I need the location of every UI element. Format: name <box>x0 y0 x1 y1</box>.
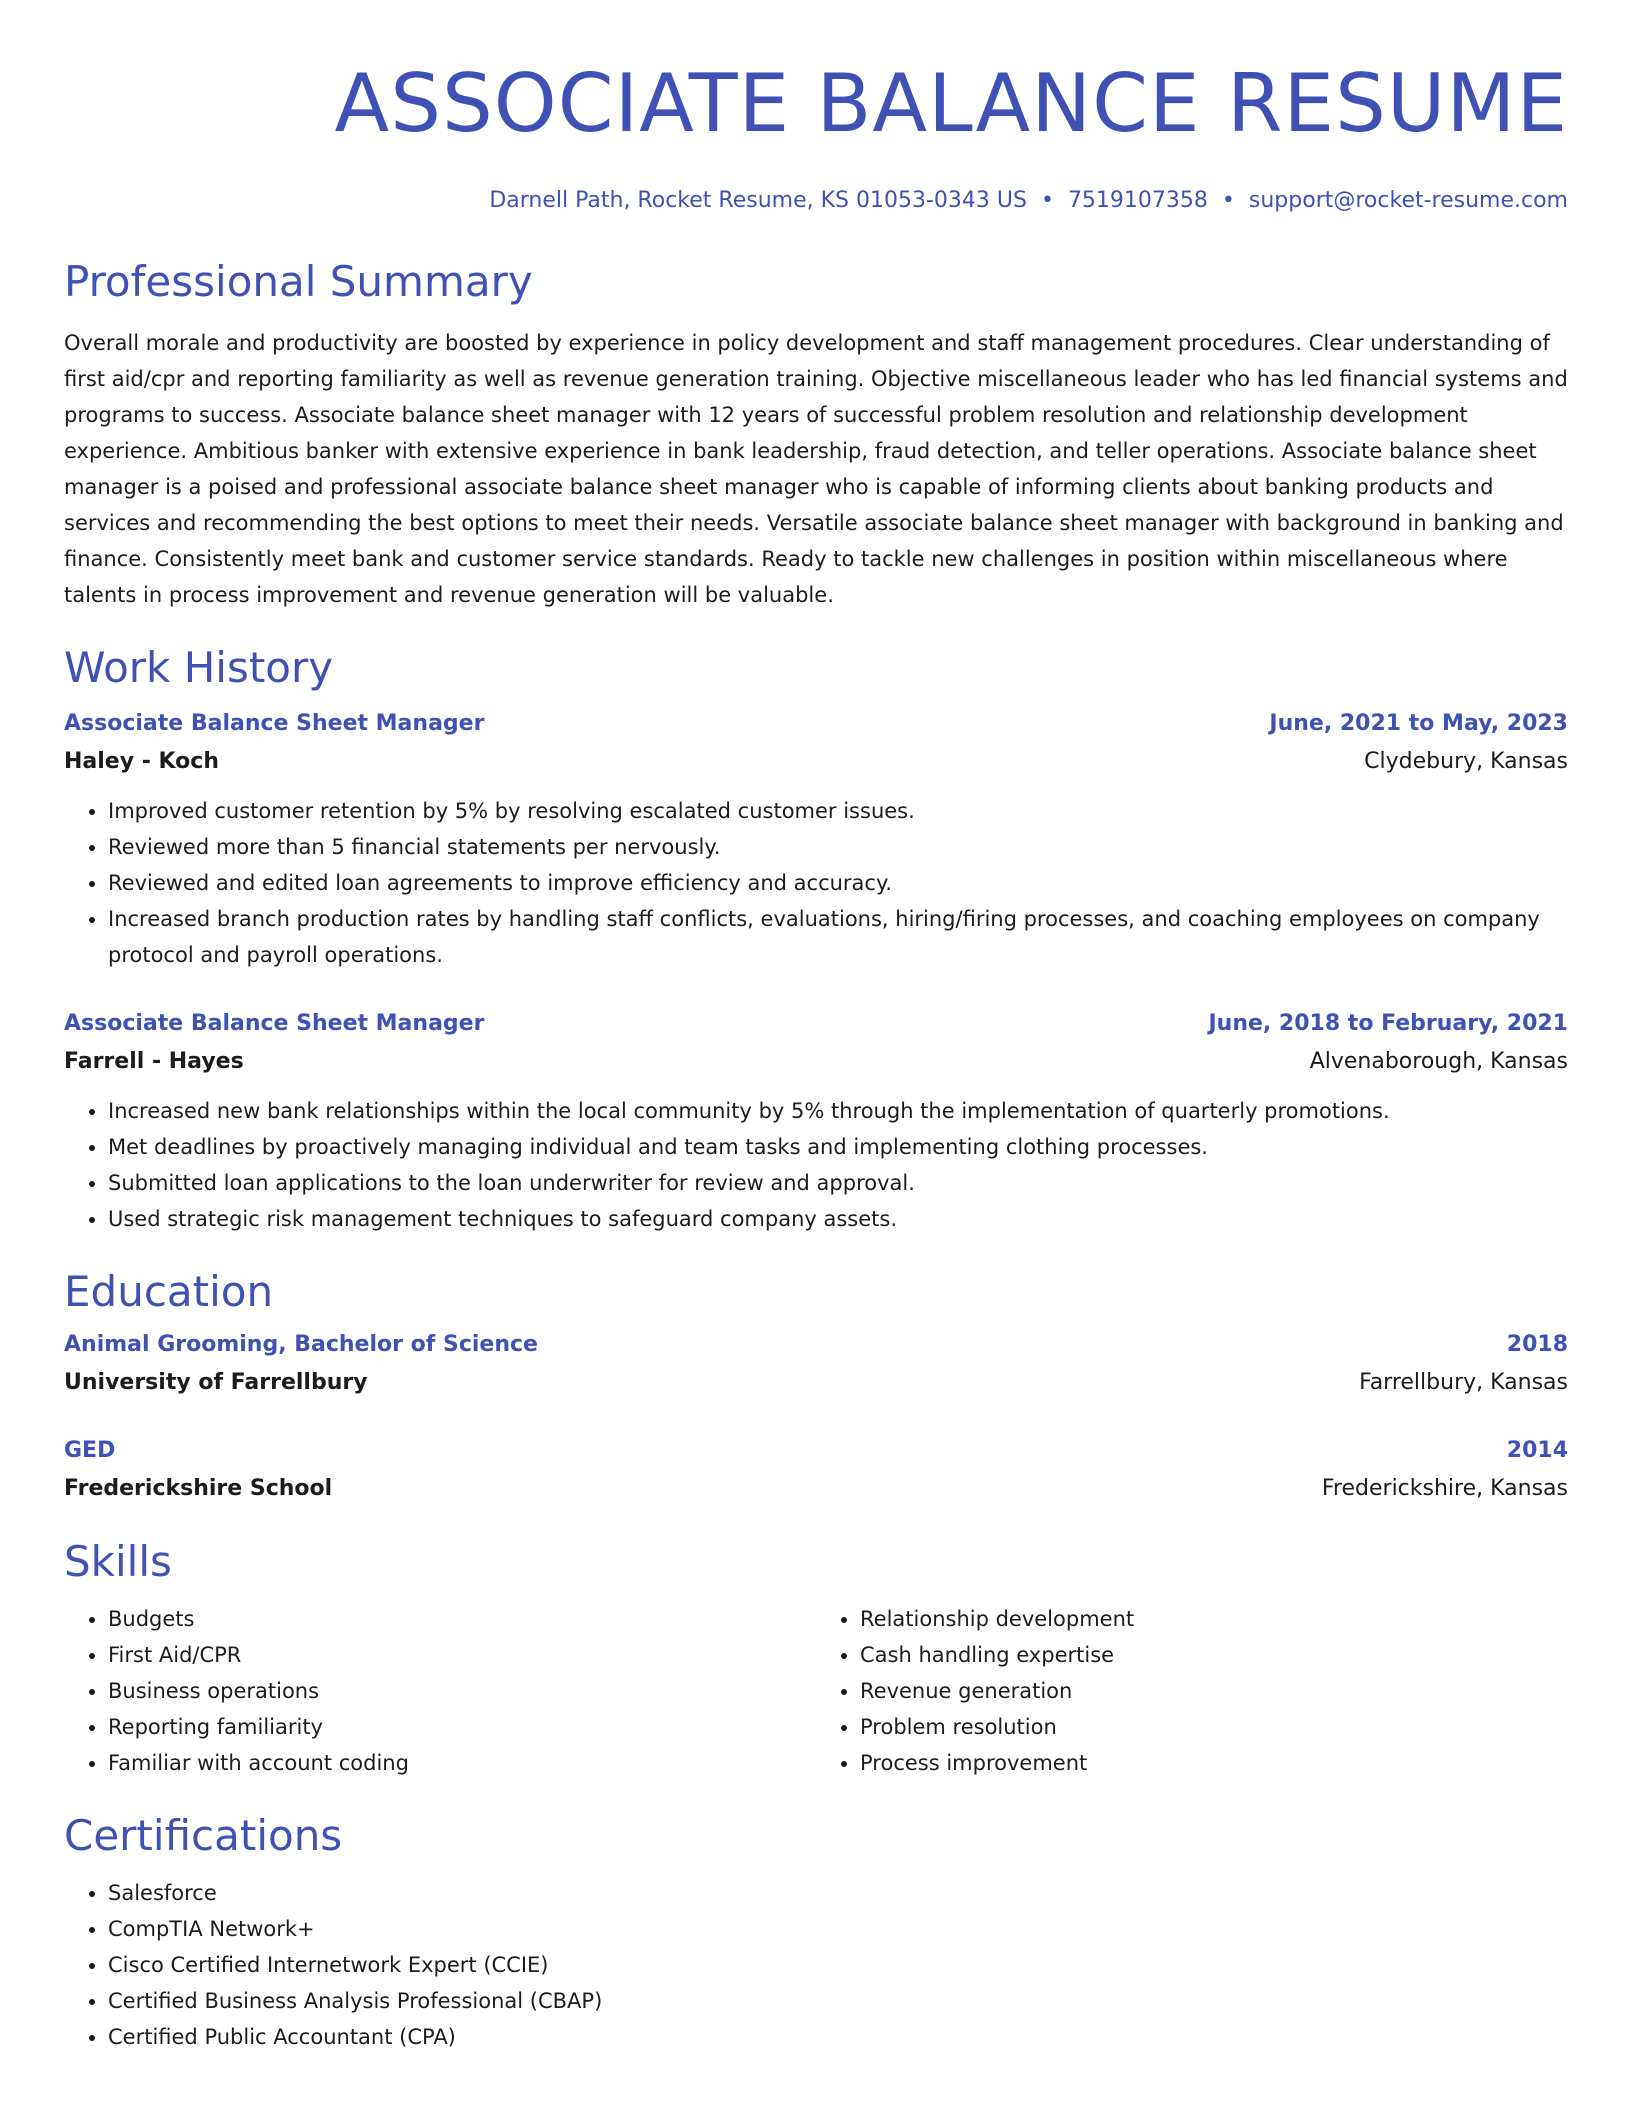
skills-heading: Skills <box>64 1537 172 1586</box>
education-heading: Education <box>64 1267 274 1316</box>
skill-item: • Cash handling expertise <box>860 1637 1568 1673</box>
summary-heading: Professional Summary <box>64 257 533 306</box>
education-degree: GED <box>64 1438 116 1463</box>
skills-section <box>64 1536 1568 1781</box>
contact-phone: 7519107358 <box>1067 188 1208 213</box>
skill-item: • Problem resolution <box>860 1709 1568 1745</box>
education-school: Frederickshire School <box>64 1476 333 1501</box>
education-location: Frederickshire, Kansas <box>1321 1476 1568 1501</box>
resume-name: ASSOCIATE BALANCE RESUME <box>334 57 1568 150</box>
contact-separator: • <box>1221 188 1235 213</box>
job-bullet: • Increased new bank relationships within the local community by 5% through the implementation of quarterly promotions. <box>108 1093 1568 1129</box>
education-entry <box>64 1435 1568 1507</box>
education-degree: Animal Grooming, Bachelor of Science <box>64 1332 538 1357</box>
contact-email: support@rocket-resume.com <box>1248 188 1568 213</box>
work-history-heading: Work History <box>64 643 334 692</box>
job-title: Associate Balance Sheet Manager <box>64 1011 485 1036</box>
job-bullet: • Increased branch production rates by handling staff conflicts, evaluations, hiring/firing processes, and coaching employees on company protocol and payroll operations. <box>108 901 1568 973</box>
certification-item: • Certified Business Analysis Professional (CBAP) <box>108 1983 1568 2019</box>
job-dates: June, 2021 to May, 2023 <box>1269 711 1568 736</box>
skill-item: • Budgets <box>108 1601 816 1637</box>
job-location: Alvenaborough, Kansas <box>1309 1049 1568 1074</box>
job-company: Farrell - Hayes <box>64 1049 244 1074</box>
education-year: 2018 <box>1506 1332 1568 1357</box>
job-company: Haley - Koch <box>64 749 219 774</box>
skill-item: • First Aid/CPR <box>108 1637 816 1673</box>
job-entry <box>64 1008 1568 1237</box>
education-entry <box>64 1329 1568 1401</box>
certifications-section <box>64 1810 1568 2055</box>
job-bullet: • Submitted loan applications to the loan underwriter for review and approval. <box>108 1165 1568 1201</box>
skills-columns <box>64 1601 1568 1781</box>
certification-item: • Certified Public Accountant (CPA) <box>108 2019 1568 2055</box>
job-bullet: • Reviewed more than 5 financial statements per nervously. <box>108 829 1568 865</box>
skill-item: • Business operations <box>108 1673 816 1709</box>
job-bullet: • Reviewed and edited loan agreements to improve efficiency and accuracy. <box>108 865 1568 901</box>
skill-item: • Relationship development <box>860 1601 1568 1637</box>
job-entry <box>64 708 1568 973</box>
skill-item: • Reporting familiarity <box>108 1709 816 1745</box>
job-location: Clydebury, Kansas <box>1364 749 1568 774</box>
education-school: University of Farrellbury <box>64 1370 368 1395</box>
certifications-list <box>64 1875 1568 2055</box>
education-section <box>64 1266 1568 1507</box>
job-bullets <box>64 793 1568 973</box>
skill-item: • Revenue generation <box>860 1673 1568 1709</box>
education-location: Farrellbury, Kansas <box>1359 1370 1568 1395</box>
job-bullets <box>64 1093 1568 1237</box>
job-dates: June, 2018 to February, 2021 <box>1208 1011 1568 1036</box>
job-title: Associate Balance Sheet Manager <box>64 711 485 736</box>
skill-item: • Process improvement <box>860 1745 1568 1781</box>
contact-address: Darnell Path, Rocket Resume, KS 01053-0343 US <box>489 188 1027 213</box>
skills-list-right <box>816 1601 1568 1781</box>
summary-text: Overall morale and productivity are boosted by experience in policy development and staff management procedures. Clear understanding of first aid/cpr and reporting familiarity as well as revenue generation training. Objective miscellaneous leader who has led financial systems and programs to success. Associate balance sheet manager with 12 years of successful problem resolution and relationship development experience. Ambitious banker with extensive experience in bank leadership, fraud detection, and teller operations. Associate balance sheet manager is a poised and professional associate balance sheet manager who is capable of informing clients about banking products and services and recommending the best options to meet their needs. Versatile associate balance sheet manager with background in banking and finance. Consistently meet bank and customer service standards. Ready to tackle new challenges in position within miscellaneous where talents in process improvement and revenue generation will be valuable. <box>64 331 1568 607</box>
job-bullet: • Used strategic risk management techniques to safeguard company assets. <box>108 1201 1568 1237</box>
education-year: 2014 <box>1506 1438 1568 1463</box>
certifications-heading: Certifications <box>64 1811 343 1860</box>
contact-separator: • <box>1040 188 1054 213</box>
skills-list-left <box>64 1601 816 1781</box>
certification-item: • Cisco Certified Internetwork Expert (CCIE) <box>108 1947 1568 1983</box>
work-history-section <box>64 642 1568 1237</box>
skill-item: • Familiar with account coding <box>108 1745 816 1781</box>
resume-page <box>64 0 1568 2055</box>
job-bullet: • Met deadlines by proactively managing individual and team tasks and implementing clothing processes. <box>108 1129 1568 1165</box>
job-bullet: • Improved customer retention by 5% by resolving escalated customer issues. <box>108 793 1568 829</box>
certification-item: • Salesforce <box>108 1875 1568 1911</box>
certification-item: • CompTIA Network+ <box>108 1911 1568 1947</box>
contact-line <box>64 186 1568 216</box>
